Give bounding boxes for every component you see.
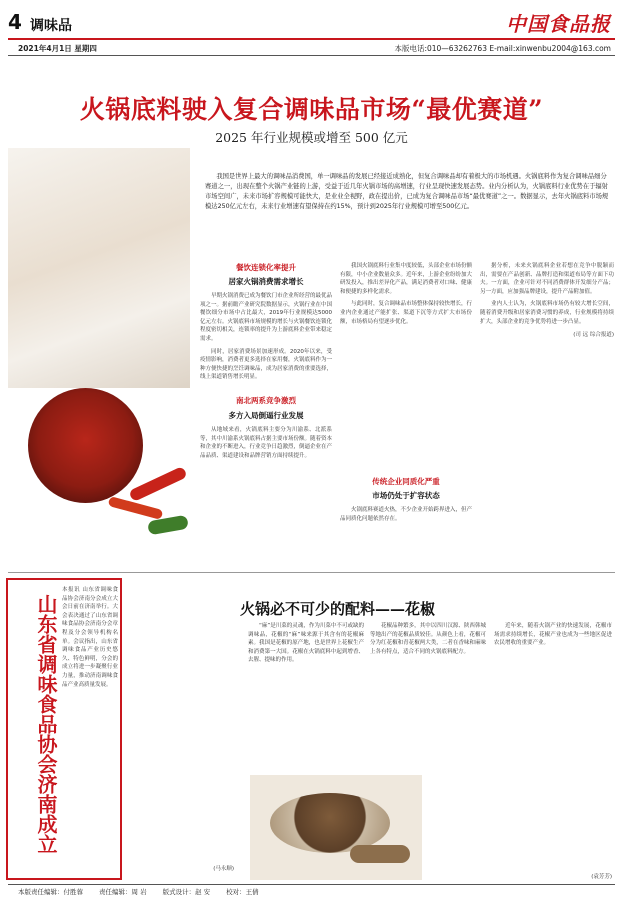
body-paragraph: 本报讯 山东省调味食品协会济南分会成立大会日前在济南举行。大会表决通过了山东省调味食品协会济南分会章程及分会领导机构名单。会议指出，山东省调味食品产业历史悠久、特色鲜明，分会的成立将进一步凝聚行业力量，推动济南调味食品产业高质量发展。 (62, 587, 118, 688)
body-paragraph: 我国火锅底料行业集中度较低，头部企业市场份额有限，中小企业数量众多。近年来，上游企业纷纷加大研发投入，推出差异化产品，满足消费者对口味、健康和便捷的多样化需求。 (340, 263, 473, 295)
section-divider (8, 572, 615, 573)
footer-proofreader: 校对：王倩 (226, 888, 259, 896)
dateline: 2021年4月1日 星期四 (18, 44, 97, 53)
section-banner: 南北两系竞争激烈 (236, 396, 296, 406)
article-intro: 我国是世界上最大的调味品消费国，单一调味品的发展已经接近成熟化，但复合调味品却有着极大的市场机遇。火锅底料作为复合调味品细分赛道之一，出现在整个火锅产业链的上游，受益于近几年火锅市场的高增速，行业呈现快速发展态势。业内分析认为，火锅底料行业优势在于辐射市场空间广，未来市场扩容规模可能快大，是业业全视野，政在提出价，已成为复合调味品市场“最优赛道”之一。数据显示，去年火锅底料市场规模达250亿元左右，未来行业增速有望保持在约15%，预计到2025年行业规模可增至500亿元。 (205, 173, 609, 210)
newspaper-brand: 中国食品报 (506, 12, 611, 36)
hotpot-pot-image (28, 388, 143, 503)
sidebar-signoff: (马永顺) (213, 866, 234, 872)
sidebar-article-title: 山东省调味食品协会济南成立 (34, 594, 58, 854)
article2-signoff: (袁芳芳) (591, 874, 612, 880)
article-signoff: (司 远 综合报道) (573, 332, 614, 339)
sichuan-pepper-photo (250, 775, 422, 880)
section-banner: 传统企业同质化严重 (372, 476, 440, 486)
footer-editor: 责任编辑：周 岩 (99, 888, 147, 896)
section-subheading: 市场仍处于扩容状态 (372, 491, 440, 501)
section-title: 调味品 (30, 18, 72, 34)
main-headline: 火锅底料驶入复合调味品市场“最优赛道” (79, 95, 544, 124)
pepper-bowl-image (270, 793, 390, 853)
body-paragraph: 业内人士认为，火锅底料市场仍有较大增长空间，随着消费升级和居家消费习惯的养成，行业规模将持续扩大，头部企业的竞争优势将进一步凸显。 (480, 301, 614, 325)
article2-column-3 (494, 622, 612, 880)
header-black-rule (8, 55, 615, 56)
footer-designer: 版式设计：赵 安 (162, 888, 211, 896)
footer-credits (18, 887, 259, 896)
body-paragraph: 同时，居家消费场景加速形成。2020年以来，受疫情影响，消费者更多选择在家用餐，火锅底料作为一种方便快捷的烹饪调味品，成为居家消费的重要选择，线上渠道销售增长明显。 (200, 348, 333, 381)
footer-editor: 本版责任编辑：付胜蓉 (18, 888, 83, 896)
footer-rule (8, 884, 615, 885)
body-paragraph: 早期火锅消费已成为餐饮门市企业所经营的最优品项之一。据前瞻产业研究院数据显示，火锅行业在中国餐饮细分市场中占比最大，2019年行业规模达5000亿元左右。火锅底料市场规模的增长与火锅餐饮连锁化程度密切相关，连锁率的提升为上游底料企业带来稳定需求。 (200, 293, 333, 342)
sidebar-article-body (62, 586, 118, 689)
body-paragraph: 花椒品种繁多，其中以四川汉源、陕西韩城等地出产的花椒品质较佳。从颜色上看，花椒可分为红花椒和青花椒两大类，二者在香味和麻味上各有特点，适合不同的火锅底料配方。 (370, 623, 486, 655)
article2-column-2 (370, 622, 486, 656)
main-subheadline: 2025 年行业规模或增至 500 亿元 (215, 130, 408, 145)
body-paragraph: 近年来，随着火锅产业的快速发展，花椒市场需求持续增长，花椒产业也成为一些地区促进农民增收的重要产业。 (494, 623, 612, 647)
header-red-rule (8, 38, 615, 40)
section-subheading: 居家火锅消费需求增长 (228, 277, 304, 286)
chili-pepper-image (128, 466, 187, 502)
article2-headline: 火锅必不可少的配料——花椒 (240, 600, 436, 618)
section-subheading: 多方入局倒逼行业发展 (228, 410, 304, 420)
article-column-2 (340, 262, 472, 523)
article2-column-1 (248, 622, 364, 665)
body-paragraph: 与此同时，复合调味品市场整体保持较快增长，行业内企业通过产能扩张、渠道下沉等方式扩大市场份额，市场格局有望逐步优化。 (340, 301, 473, 325)
hotpot-photo (8, 148, 190, 388)
body-paragraph: 从地域来看，火锅底料主要分为川渝系、北派系等，其中川渝系火锅底料占据主要市场份额。随着资本和企业的不断进入，行业竞争日趋激烈，倒逼企业在产品品质、渠道建设和品牌营销方面持续提升。 (200, 426, 333, 459)
body-paragraph: 火锅底料赛道火热，不少企业开始跨界进入，但产品同质化问题依然存在。 (340, 507, 473, 522)
article-column-3 (480, 262, 614, 338)
wooden-spoon-image (350, 845, 410, 863)
article-column-1 (200, 262, 332, 460)
body-paragraph: “麻”是川菜的灵魂，作为川菜中不可或缺的调味品，花椒的“麻”味来源于其含有的花椒麻素。我国是花椒的原产地，也是世界上花椒生产和消费第一大国。花椒在火锅底料中起到增香、去腥、提味的作用。 (248, 623, 364, 664)
section-banner: 餐饮连锁化率提升 (236, 262, 296, 272)
body-paragraph: 据分析，未来火锅底料企业若想在竞争中脱颖而出，需要在产品创新、品牌打造和渠道布局等方面下功夫。一方面，企业可针对不同消费群体开发细分产品；另一方面，应加强品牌建设，提升产品附加值。 (480, 263, 614, 295)
contact-line: 本版电话:010—63262763 E-mail:xinwenbu2004@163.com (394, 44, 611, 53)
page-number: 4 (8, 10, 22, 34)
